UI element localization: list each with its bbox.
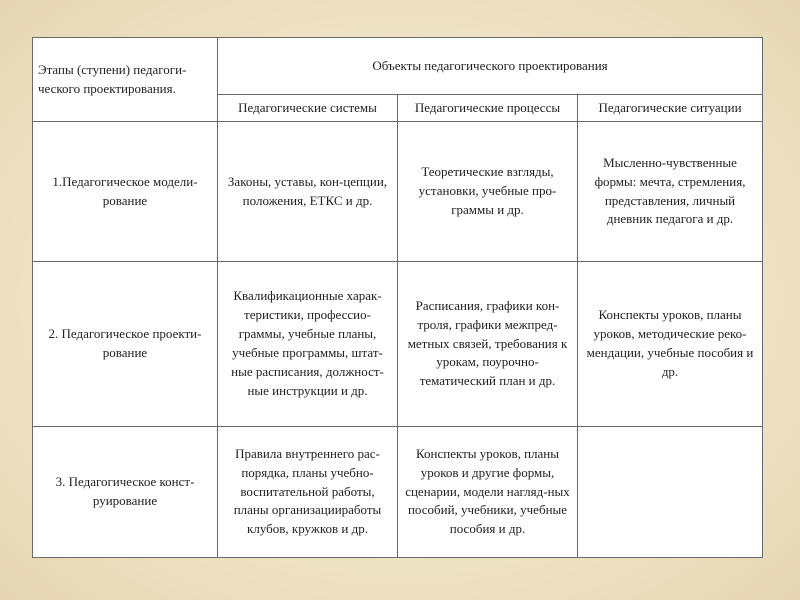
table-row bbox=[33, 427, 763, 558]
processes-cell: Конспекты уроков, планы уроков и другие формы, сценарии, модели нагляд-ных пособий, учебники, учебные пособия и др. bbox=[398, 427, 578, 558]
design-objects-table bbox=[32, 37, 763, 558]
column-header-situations: Педагогические ситуации bbox=[578, 95, 763, 122]
column-header-systems: Педагогические системы bbox=[218, 95, 398, 122]
situations-cell: Конспекты уроков, планы уроков, методические реко-мендации, учебные пособия и др. bbox=[578, 262, 763, 427]
stage-cell: 2. Педагогическое проекти-рование bbox=[33, 262, 218, 427]
column-header-processes: Педагогические процессы bbox=[398, 95, 578, 122]
header-row bbox=[33, 38, 763, 95]
processes-cell: Теоретические взгляды, установки, учебные про-граммы и др. bbox=[398, 122, 578, 262]
systems-cell: Законы, уставы, кон-цепции, положения, ЕТКС и др. bbox=[218, 122, 398, 262]
slide bbox=[32, 37, 762, 557]
stages-header: Этапы (ступени) педагоги-ческого проектирования. bbox=[33, 38, 218, 122]
table-row bbox=[33, 262, 763, 427]
situations-cell bbox=[578, 427, 763, 558]
stage-cell: 1.Педагогическое модели-рование bbox=[33, 122, 218, 262]
systems-cell: Правила внутреннего рас-порядка, планы учебно-воспитательной работы, планы организацииработы клубов, кружков и др. bbox=[218, 427, 398, 558]
processes-cell: Расписания, графики кон-троля, графики межпред-метных связей, требования к урокам, поурочно-тематический план и др. bbox=[398, 262, 578, 427]
stage-cell: 3. Педагогическое конст-руирование bbox=[33, 427, 218, 558]
objects-header: Объекты педагогического проектирования bbox=[218, 38, 763, 95]
systems-cell: Квалификационные харак-теристики, профессио-граммы, учебные планы, учебные программы, штат-ные расписания, должност-ные инструкции и др. bbox=[218, 262, 398, 427]
situations-cell: Мысленно-чувственные формы: мечта, стремления, представления, личный дневник педагога и др. bbox=[578, 122, 763, 262]
table-row bbox=[33, 122, 763, 262]
